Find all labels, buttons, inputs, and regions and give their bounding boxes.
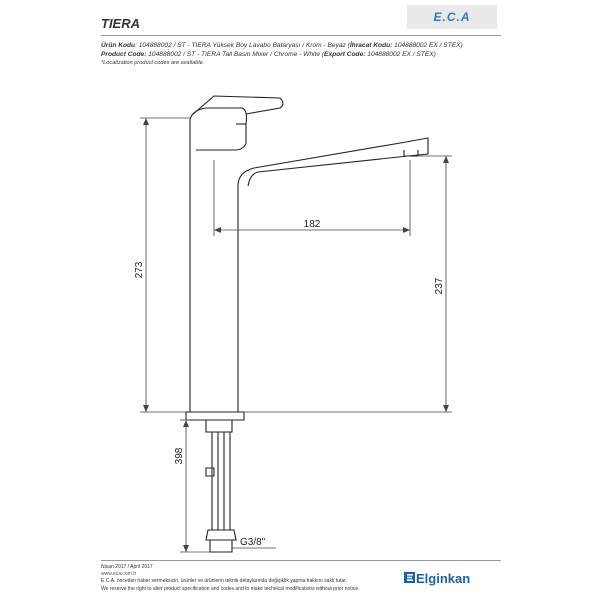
dim-273-label: 273 (134, 261, 145, 279)
base-plate (186, 412, 244, 420)
elginkan-logo-icon (404, 572, 415, 583)
handle-lever (192, 96, 283, 115)
product-title: TIERA (101, 16, 140, 31)
footer-en-notice: We reserve the right to alter product specification and codes and to make technical modifications without prior notice. (101, 585, 360, 592)
tr-export-label: İhracat Kodu: (349, 42, 393, 49)
en-code-value: 104888002 / ST - TIERA Tall Basin Mixer / Chrome - White ( (146, 50, 325, 58)
dimension-lines (140, 118, 452, 552)
dimension-arrows (143, 118, 449, 552)
mounting-shank (206, 420, 232, 432)
tr-code-value: : 104888002 / ST - TIERA Yüksek Boy Lavabo Bataryası / Krom - Beyaz ( (135, 42, 350, 49)
hose-clip (206, 468, 214, 476)
localization-note: *Localization product codes are available. (101, 60, 205, 67)
dim-182-label: 182 (303, 219, 321, 230)
en-export-label: Export Code: (324, 50, 366, 58)
dim-398-label: 398 (174, 447, 185, 465)
eca-logo-text: E.C.A (433, 10, 471, 24)
hose-fitting (206, 530, 236, 540)
dim-237-label: 237 (434, 277, 445, 295)
footer-date: Nisan 2017 / April 2017 (101, 564, 153, 570)
tr-export-value: 104888002 EX / STEX) (392, 42, 463, 49)
elginkan-brand: Elginkan (416, 571, 471, 586)
footer-text (101, 564, 359, 593)
thread-label: G3/8" (240, 537, 266, 548)
en-code-label: Product Code: (101, 50, 147, 58)
thread-end (210, 540, 232, 552)
spout-outline (238, 138, 428, 412)
en-export-value: 104888002 EX / STEX) (365, 50, 436, 58)
footer-url: www.eca.com.tr (101, 571, 137, 578)
footer-rule (101, 560, 501, 561)
tr-code-label: Ürün Kodu (101, 42, 136, 49)
footer-tr-notice: E.C.A. önceden haber vermeksizin, ürünler ve ürünlerin teknik detaylarında değişiklik yapma hakkını saklı tutar. (101, 578, 347, 585)
faucet-outline (186, 96, 428, 552)
mixer-head (190, 108, 247, 150)
